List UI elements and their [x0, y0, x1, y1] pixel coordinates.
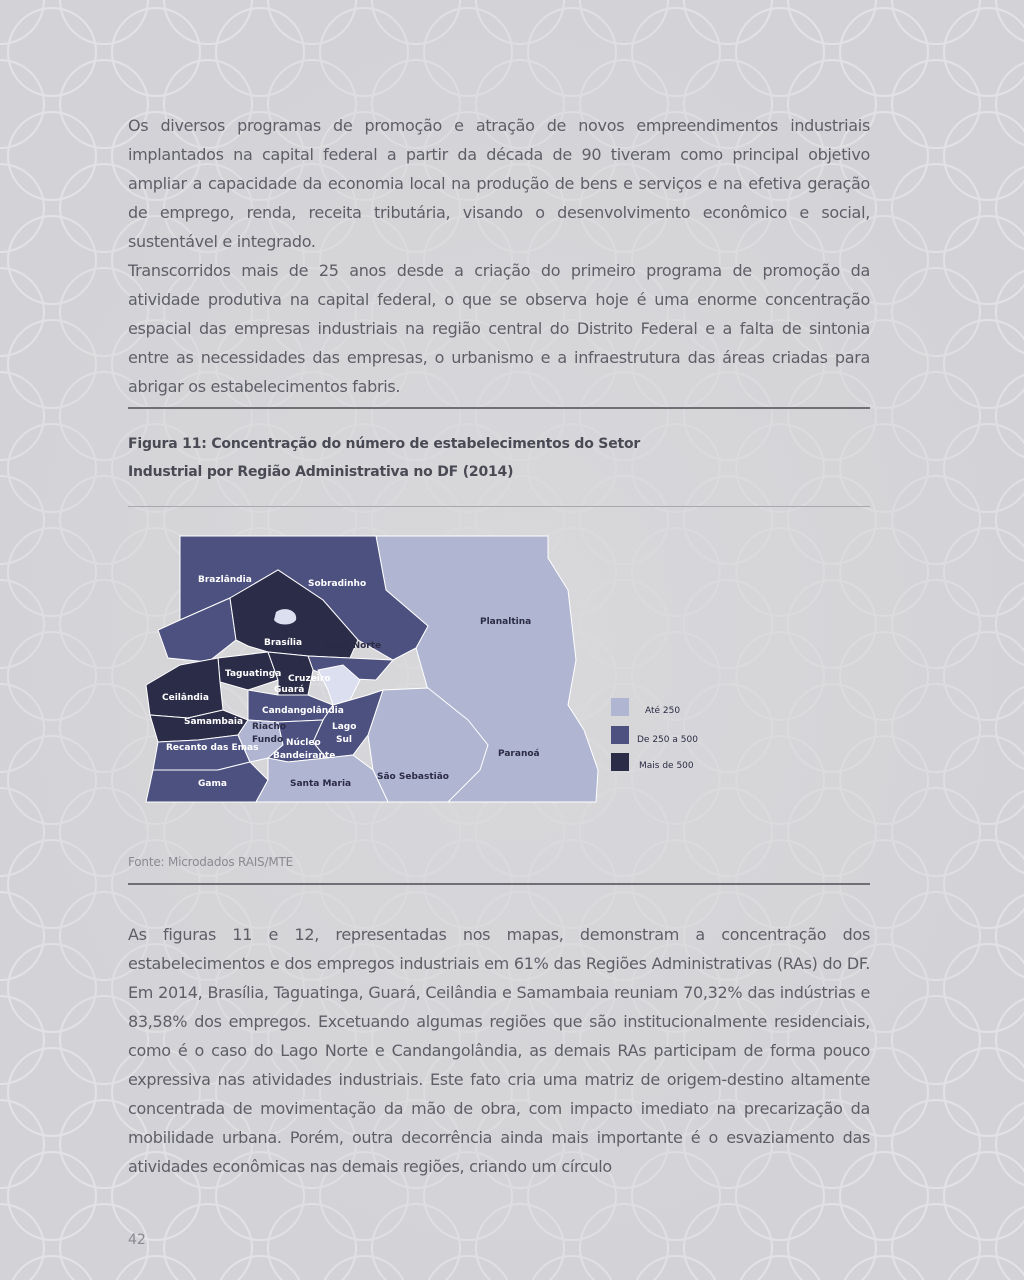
paragraph-1: Os diversos programas de promoção e atração de novos empreendimentos industriais implantados na capital federal a partir da década de 90 tiveram como principal objetivo ampliar a capacidade da economia local na produção de bens e serviços e na efetiva geração de emprego, renda, receita tributária, visando o desenvolvimento econômico e social, sustentável e integrado.	[128, 116, 870, 251]
figure-caption-line-2: Industrial por Região Administrativa no DF (2014)	[128, 464, 514, 480]
label-nucleo-bandeirante-2: Bandeirante	[273, 751, 336, 761]
label-planaltina: Planaltina	[480, 617, 532, 627]
label-nucleo-bandeirante-1: Núcleo	[286, 738, 321, 748]
figure-caption	[128, 430, 728, 486]
label-brasilia: Brasília	[264, 638, 303, 648]
label-samambaia: Samambaia	[184, 717, 244, 727]
label-taguatinga: Taguatinga	[225, 669, 282, 679]
figure-source: Fonte: Microdados RAIS/MTE	[128, 855, 293, 869]
label-sao-sebastiao: São Sebastião	[377, 772, 449, 782]
region-ceilandia	[146, 658, 223, 718]
label-gama: Gama	[198, 779, 227, 789]
label-ceilandia: Ceilândia	[162, 693, 209, 703]
paragraph-3: As figuras 11 e 12, representadas nos mapas, demonstram a concentração dos estabelecimentos e dos empregos industriais em 61% das Regiões Administrativas (RAs) do DF. Em 2014, Brasília, Taguatinga, Guará, Ceilândia e Samambaia reuniam 70,32% das indústrias e 83,58% dos empregos. Excetuando algumas regiões que são institucionalmente residenciais, como é o caso do Lago Norte e Candangolândia, as demais RAs participam de forma pouco expressiva nas atividades industriais. Este fato cria uma matriz de origem-destino altamente concentrada de movimentação da mão de obra, com impacto imediato na precarização da mobilidade urbana. Porém, outra decorrência ainda mais importante é o esvaziamento das atividades econômicas nas demais regiões, criando um círculo	[128, 925, 870, 1176]
page-number: 42	[128, 1232, 146, 1248]
label-lago-sul-1: Lago	[332, 722, 357, 732]
label-brazlandia: Brazlândia	[198, 575, 252, 585]
paragraph-2: Transcorridos mais de 25 anos desde a criação do primeiro programa de promoção da atividade produtiva na capital federal, o que se observa hoje é uma enorme concentração espacial das empresas industriais na região central do Distrito Federal e a falta de sintonia entre as necessidades das empresas, o urbanismo e a infraestrutura das áreas criadas para abrigar os estabelecimentos fabris.	[128, 261, 870, 396]
legend-swatch-ate-250	[611, 698, 629, 716]
map-legend	[611, 698, 698, 771]
label-sobradinho: Sobradinho	[308, 579, 367, 589]
label-lago-norte: Lago Norte	[325, 641, 382, 651]
figure-caption-line-1: Figura 11: Concentração do número de estabelecimentos do Setor	[128, 436, 641, 452]
legend-swatch-mais-500	[611, 753, 629, 771]
label-recanto-das-emas: Recanto das Emas	[166, 743, 259, 753]
divider-bottom	[128, 883, 870, 885]
label-lago-sul-2: Sul	[336, 735, 352, 745]
label-guara: Guará	[274, 685, 305, 695]
divider-caption	[128, 506, 870, 507]
label-candangolandia: Candangolândia	[262, 706, 344, 716]
label-cruzeiro: Cruzeiro	[288, 674, 331, 684]
label-riacho-fundo-2: Fundo	[252, 735, 284, 745]
label-riacho-fundo-1: Riacho	[252, 722, 287, 732]
divider-top	[128, 407, 870, 409]
label-santa-maria: Santa Maria	[290, 779, 352, 789]
df-region-map	[128, 530, 728, 820]
legend-label-ate-250: Até 250	[645, 706, 681, 716]
legend-label-250-500: De 250 a 500	[637, 735, 698, 745]
legend-label-mais-500: Mais de 500	[639, 761, 694, 771]
legend-swatch-250-500	[611, 726, 629, 744]
label-paranoa: Paranoá	[498, 749, 540, 759]
